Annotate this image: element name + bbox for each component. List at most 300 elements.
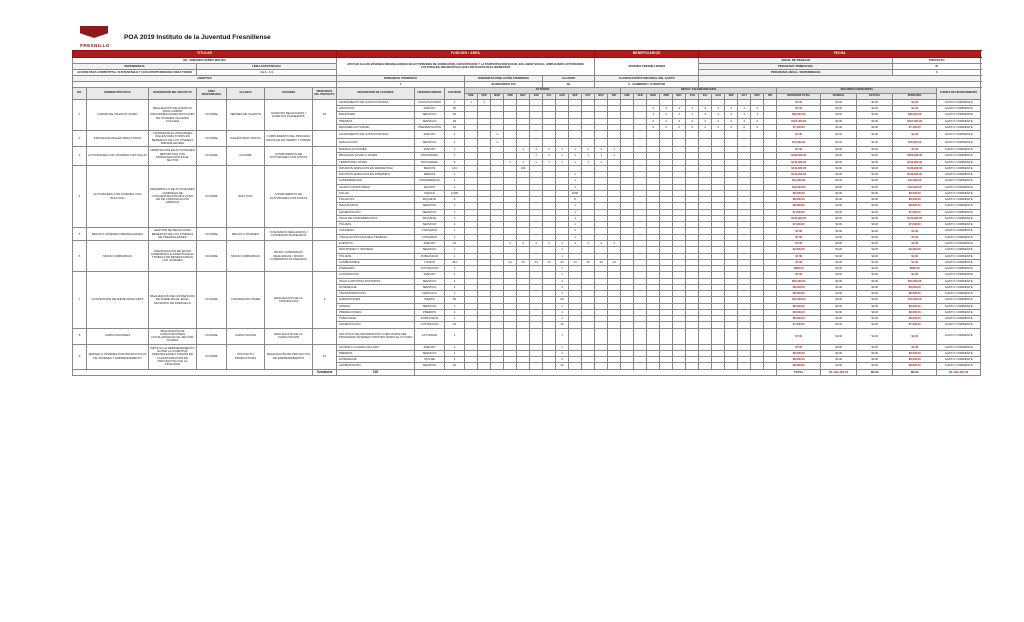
item-municipal: $8,000.00 xyxy=(893,203,937,209)
item-act-0 xyxy=(465,139,478,147)
item-municipal: $7,000.00 xyxy=(893,322,937,328)
row-descripcion: DESARROLLO DE ACTIVIDADES CAMPAÑAS DE CONCIENTIZACIÓN BULLYING EN DE COMUNICACIÓN ARRAIGO xyxy=(149,165,197,228)
item-fuente: GASTO CORRIENTE xyxy=(937,178,981,184)
row-proyecto: UNIDAD DE TALENTO JOVEN xyxy=(87,99,149,130)
document-header xyxy=(72,26,271,48)
sumatoria-label: Sumatoria xyxy=(313,369,337,376)
item-meta-8: 2 xyxy=(725,124,738,130)
row-alcance: CAPACITACIÓN xyxy=(227,328,265,344)
item-meta-10: 4 xyxy=(751,112,764,118)
item-meta-9: 4 xyxy=(738,118,751,124)
item-inversion: $8,000.00 xyxy=(777,363,821,369)
item-municipal: $14,000.00 xyxy=(893,178,937,184)
item-meta-8: 4 xyxy=(725,106,738,112)
item-inversion: $8,000.00 xyxy=(777,291,821,297)
item-cantidad: 1 xyxy=(445,328,465,344)
item-municipal: $140,000.00 xyxy=(893,215,937,221)
item-estatal: $0.00 xyxy=(857,272,893,278)
item-act-0 xyxy=(465,328,478,344)
item-estatal: $0.00 xyxy=(857,165,893,171)
item-cantidad: 1 xyxy=(445,344,465,350)
linea-header: LÍNEA ESTRATÉGICA xyxy=(197,63,337,69)
item-inversion: $7.00 xyxy=(777,272,821,278)
item-estatal: $0.00 xyxy=(857,124,893,130)
item-act-5: 4 xyxy=(530,241,543,247)
item-unidad: SERVICIO xyxy=(415,303,445,309)
item-unidad: SERVICIO xyxy=(415,203,445,209)
item-federal: $0.00 xyxy=(821,266,857,272)
item-act-10: 44 xyxy=(595,259,608,265)
item-fuente: GASTO CORRIENTE xyxy=(937,259,981,265)
fecha-label-0: ANUAL DE TRABAJO xyxy=(699,57,893,63)
item-act-5: 44 xyxy=(530,259,543,265)
item-federal: $0.00 xyxy=(821,278,857,284)
crest-shape xyxy=(80,26,108,38)
demandas-poblacion-value: BLINDANDOS 100 xyxy=(465,82,543,88)
item-descripcion: DIFUSIÓN (ESPACIOS EN MARKETING) xyxy=(337,165,415,171)
row-no: 5 xyxy=(73,228,87,241)
item-fuente: GASTO CORRIENTE xyxy=(937,131,981,139)
item-meta-4 xyxy=(673,131,686,139)
item-act-8: 1 xyxy=(569,147,582,153)
item-inversion: $800.00 xyxy=(777,266,821,272)
row-propuesta: 10 xyxy=(313,344,337,369)
item-inversion: $7.00 xyxy=(777,99,821,105)
item-act-7: 1 xyxy=(556,344,569,350)
total-municipal: $1,190,405.00 xyxy=(937,369,981,376)
item-federal: $0.00 xyxy=(821,139,857,147)
col-mes-act-8: SEP xyxy=(569,94,582,100)
item-estatal: $0.00 xyxy=(857,328,893,344)
item-act-10 xyxy=(595,328,608,344)
col-mes-meta-7: AGO xyxy=(712,94,725,100)
item-meta-11 xyxy=(764,139,777,147)
item-meta-5 xyxy=(686,131,699,139)
item-act-8: 1 xyxy=(569,159,582,165)
item-federal: $0.00 xyxy=(821,228,857,234)
item-act-7: 4 xyxy=(556,357,569,363)
item-unidad: EVENTO xyxy=(415,344,445,350)
item-act-3: 4 xyxy=(504,241,517,247)
colgroup-metas: METAS / CALENDARIZACIÓN xyxy=(621,88,777,94)
item-fuente: GASTO CORRIENTE xyxy=(937,291,981,297)
col-nombre-proyecto: NOMBRE PROYECTO xyxy=(87,88,149,100)
item-fuente: GASTO CORRIENTE xyxy=(937,266,981,272)
item-inversion: $7,000.00 xyxy=(777,222,821,228)
item-municipal: $800.00 xyxy=(893,266,937,272)
item-inversion: $50,000.00 xyxy=(777,278,821,284)
row-acciones: MICRO COMPARSAS REALIZADAS / MICRO COMPARSAS PLANEADAS xyxy=(265,241,313,272)
item-cantidad: 7 xyxy=(445,153,465,159)
item-unidad: SERVICIO xyxy=(415,112,445,118)
item-inversion: $7.00 xyxy=(777,241,821,247)
item-meta-8 xyxy=(725,131,738,139)
item-meta-0 xyxy=(621,328,634,344)
item-municipal: $1.00 xyxy=(893,259,937,265)
item-estatal: $0.00 xyxy=(857,316,893,322)
item-meta-7: 4 xyxy=(712,118,725,124)
item-unidad: EVENTO xyxy=(415,131,445,139)
item-meta-7: 4 xyxy=(712,106,725,112)
item-inversion: $7,000.00 xyxy=(777,322,821,328)
col-mes-meta-4: MAY xyxy=(673,94,686,100)
item-descripcion: VINCULACIÓN ESCUELA-TRABAJO xyxy=(337,234,415,240)
item-inversion: $7.00 xyxy=(777,228,821,234)
row-acciones: REALIZACIÓN DE LA CAPACITACIÓN xyxy=(265,328,313,344)
item-meta-6: 2 xyxy=(699,124,712,130)
band-funcion: FUNCIÓN / ÁREA xyxy=(337,51,595,58)
row-alcance: INJUFRE xyxy=(227,147,265,166)
item-act-10 xyxy=(595,131,608,139)
item-cantidad: 60 xyxy=(445,297,465,303)
item-meta-2: 4 xyxy=(647,106,660,112)
item-estatal: $0.00 xyxy=(857,284,893,290)
item-estatal: $0.00 xyxy=(857,266,893,272)
item-act-7 xyxy=(556,139,569,147)
item-act-4: 1 xyxy=(517,159,530,165)
item-descripcion: FOLLETOS xyxy=(337,197,415,203)
item-act-4: 4 xyxy=(517,241,530,247)
item-federal: $0.00 xyxy=(821,172,857,178)
row-descripcion: ORGANIZACIÓN DE MICRO COMPARSAS E INCENTIVAR EL TRABAJO DE BENEFICIARIAS LOS JÓVENES xyxy=(149,241,197,272)
item-estatal: $0.00 xyxy=(857,363,893,369)
item-estatal: $0.00 xyxy=(857,253,893,259)
item-act-2: 1 xyxy=(491,139,504,147)
row-no: 6 xyxy=(73,241,87,272)
item-cantidad: 1 xyxy=(445,350,465,356)
item-fuente: GASTO CORRIENTE xyxy=(937,234,981,240)
item-fuente: GASTO CORRIENTE xyxy=(937,278,981,284)
col-mes-act-0: ENE xyxy=(465,94,478,100)
item-inversion: $7,400.00 xyxy=(777,124,821,130)
total-federal: $0.00 xyxy=(857,369,893,376)
item-act-3 xyxy=(504,328,517,344)
item-act-7: 16 xyxy=(556,363,569,369)
item-act-6: 1 xyxy=(543,147,556,153)
item-municipal: $8,000.00 xyxy=(893,357,937,363)
item-act-8: 1 xyxy=(569,209,582,215)
item-estatal: $0.00 xyxy=(857,228,893,234)
item-act-3: 1 xyxy=(504,159,517,165)
item-unidad: SERVICIO xyxy=(415,222,445,228)
col-mes-meta-6: JUL xyxy=(699,94,712,100)
row-acciones: EVENTOS REALIZADOS / EVENTOS PLANEADOS xyxy=(265,99,313,130)
item-act-4: 1 xyxy=(517,147,530,153)
item-estatal: $0.00 xyxy=(857,178,893,184)
item-descripcion: LANZAMIENTO DE CONVOCATORIA xyxy=(337,99,415,105)
item-inversion: $8,000.00 xyxy=(777,190,821,196)
row-descripcion: REALIZACIÓN DE CONVENCIÓN DE ANIME ANUAL EN EL MUNICIPIO DE FRESNILLO xyxy=(149,272,197,328)
item-act-1 xyxy=(478,328,491,344)
item-municipal: $1.00 xyxy=(893,328,937,344)
item-act-8 xyxy=(569,139,582,147)
fecha-value-1: III xyxy=(893,63,981,69)
item-cantidad: 1 xyxy=(445,222,465,228)
row-no: 9 xyxy=(73,344,87,369)
item-federal: $0.00 xyxy=(821,350,857,356)
item-unidad: EVENTO xyxy=(415,106,445,112)
item-inversion: $460,000.00 xyxy=(777,153,821,159)
row-propuesta xyxy=(313,131,337,147)
item-municipal: $10,000.00 xyxy=(893,297,937,303)
item-inversion: $8,000.00 xyxy=(777,203,821,209)
item-inversion: $70,000.00 xyxy=(777,139,821,147)
item-descripcion: HOSPEDAJE xyxy=(337,357,415,363)
item-descripcion: ALIMENTACIÓN xyxy=(337,363,415,369)
item-unidad: PAQUETE xyxy=(415,215,445,221)
item-fuente: GASTO CORRIENTE xyxy=(937,350,981,356)
item-descripcion: LANZAMIENTO DE CONVOCATORIA xyxy=(337,131,415,139)
row-propuesta xyxy=(313,228,337,241)
item-unidad: EQUIPO xyxy=(415,184,445,190)
item-act-1 xyxy=(478,131,491,139)
item-descripcion: HABITACIONES xyxy=(337,297,415,303)
item-act-4 xyxy=(517,328,530,344)
item-meta-3 xyxy=(660,131,673,139)
item-federal: $0.00 xyxy=(821,99,857,105)
item-act-5 xyxy=(530,131,543,139)
item-unidad: PIEZAS xyxy=(415,297,445,303)
item-federal: $0.00 xyxy=(821,124,857,130)
row-alcance: PROYECTO PRODUCTIVOS xyxy=(227,344,265,369)
item-unidad: EVENTO xyxy=(415,272,445,278)
item-federal: $0.00 xyxy=(821,344,857,350)
item-cantidad: 1 xyxy=(445,172,465,178)
item-estatal: $0.00 xyxy=(857,159,893,165)
item-federal: $0.00 xyxy=(821,284,857,290)
item-fuente: GASTO CORRIENTE xyxy=(937,209,981,215)
item-estatal: $0.00 xyxy=(857,303,893,309)
item-fuente: GASTO CORRIENTE xyxy=(937,316,981,322)
demandas-poblacion-header: DEMANDAS POBLACIÓN ATENDIDOS xyxy=(465,75,543,81)
row-proyecto: BECAS A JÓVENES FRESNILLENSES xyxy=(87,228,149,241)
item-municipal: $8,000.00 xyxy=(893,363,937,369)
item-municipal: $140,000.00 xyxy=(893,172,937,178)
row-area: INJUFRE xyxy=(197,272,227,328)
col-mes-act-4: MAY xyxy=(517,94,530,100)
item-act-8: 1 xyxy=(569,203,582,209)
item-municipal: $1.00 xyxy=(893,106,937,112)
item-descripcion: BRIGADAS JOVEN A JOVEN xyxy=(337,153,415,159)
item-inversion: $7.00 xyxy=(777,344,821,350)
item-act-9: 1 xyxy=(582,147,595,153)
item-cantidad: 20 xyxy=(445,106,465,112)
item-descripcion: DIFUSIÓN (ESPACIOS EN INTERNET) xyxy=(337,172,415,178)
item-federal: $0.00 xyxy=(821,112,857,118)
item-cantidad: 4 xyxy=(445,357,465,363)
item-municipal: $7,000.00 xyxy=(893,209,937,215)
item-federal: $0.00 xyxy=(821,309,857,315)
item-act-8: 1 xyxy=(569,234,582,240)
item-meta-0 xyxy=(621,139,634,147)
item-fuente: GASTO CORRIENTE xyxy=(937,222,981,228)
row-acciones: CUMPLIMIENTO DEL PROCESO ESCOLAR EN TIEMPO Y FORMA xyxy=(265,131,313,147)
item-unidad: VEHÍCULO xyxy=(415,291,445,297)
item-cantidad: 1 xyxy=(445,203,465,209)
item-inversion: $7.00 xyxy=(777,131,821,139)
item-fuente: GASTO CORRIENTE xyxy=(937,203,981,209)
item-unidad: COTIZACIÓN xyxy=(415,322,445,328)
item-federal: $0.00 xyxy=(821,159,857,165)
item-unidad: CONVOCATORIA xyxy=(415,99,445,105)
item-federal: $0.00 xyxy=(821,131,857,139)
item-fuente: GASTO CORRIENTE xyxy=(937,172,981,178)
colgroup-recursos: RECURSOS FINANCIEROS xyxy=(777,88,937,94)
item-inversion: $140,000.00 xyxy=(777,215,821,221)
item-municipal: $8,000.00 xyxy=(893,309,937,315)
item-meta-7 xyxy=(712,139,725,147)
item-meta-7 xyxy=(712,131,725,139)
item-cantidad: 1 xyxy=(445,234,465,240)
item-municipal: $8,000.00 xyxy=(893,316,937,322)
item-act-1: 1 xyxy=(478,99,491,105)
item-act-7: 1 xyxy=(556,303,569,309)
item-act-0 xyxy=(465,131,478,139)
col-propuesta: PROPUESTA DEL PROYECTO xyxy=(313,88,337,100)
item-meta-6: 4 xyxy=(699,118,712,124)
footer-spacer-left xyxy=(73,369,313,376)
item-inversion: $7,000.00 xyxy=(777,209,821,215)
band-fecha: FECHA xyxy=(699,51,981,58)
row-propuesta: 4 xyxy=(313,272,337,328)
row-proyecto: CONVENCIÓN DE ANIME ANIMA FEST xyxy=(87,272,149,328)
item-federal: $0.00 xyxy=(821,165,857,171)
item-act-3 xyxy=(504,139,517,147)
item-act-8: 1 xyxy=(569,153,582,159)
item-meta-6 xyxy=(699,139,712,147)
item-act-9 xyxy=(582,131,595,139)
item-descripcion: PUBLICIDAD xyxy=(337,316,415,322)
col-mes-act-9: OCT xyxy=(582,94,595,100)
item-cantidad: 1 xyxy=(445,228,465,234)
item-act-6: 44 xyxy=(543,259,556,265)
item-meta-1 xyxy=(634,139,647,147)
item-unidad: SERVICIO xyxy=(415,278,445,284)
item-estatal: $0.00 xyxy=(857,99,893,105)
dependencia-value: ACCIÓN PARA COMPETITIVA, SUSTENTABLE Y CON OPORTUNIDADES PARA TODOS xyxy=(73,69,197,75)
fresnillo-logo-icon xyxy=(72,26,118,48)
item-unidad: CONVENIO xyxy=(415,234,445,240)
item-federal: $0.00 xyxy=(821,184,857,190)
beneficiarios-value: JÓVENES FRESNILLENSES xyxy=(595,57,699,75)
item-municipal: $1.00 xyxy=(893,253,937,259)
item-cantidad: 1 xyxy=(445,266,465,272)
item-fuente: GASTO CORRIENTE xyxy=(937,344,981,350)
item-cantidad: 20 xyxy=(445,118,465,124)
item-estatal: $0.00 xyxy=(857,234,893,240)
row-propuesta: 20 xyxy=(313,99,337,130)
poa-table-body xyxy=(73,51,981,376)
item-unidad: PUBLICIDAD xyxy=(415,316,445,322)
col-mes-act-10: NOV xyxy=(595,94,608,100)
item-meta-6 xyxy=(699,131,712,139)
row-area: INJUFRE xyxy=(197,99,227,130)
total-estatal: $0.00 xyxy=(893,369,937,376)
item-descripcion: HOSPEDAJE xyxy=(337,284,415,290)
item-fuente: GASTO CORRIENTE xyxy=(937,363,981,369)
item-meta-4: 4 xyxy=(673,112,686,118)
item-cantidad: 1 xyxy=(445,209,465,215)
linea-value: 4.1.1.- 4.4 xyxy=(197,69,337,75)
item-federal: $0.00 xyxy=(821,272,857,278)
item-meta-3 xyxy=(660,139,673,147)
item-cantidad: 6 xyxy=(445,159,465,165)
col-mes-meta-9: OCT xyxy=(738,94,751,100)
item-inversion: $8,000.00 xyxy=(777,309,821,315)
item-fuente: GASTO CORRIENTE xyxy=(937,328,981,344)
row-area: INJUFRE xyxy=(197,165,227,228)
item-cantidad: 16 xyxy=(445,322,465,328)
item-act-1 xyxy=(478,139,491,147)
item-unidad: PAQUETE xyxy=(415,197,445,203)
item-descripcion: SONIDO xyxy=(337,303,415,309)
item-cantidad: 444 xyxy=(445,259,465,265)
item-meta-4 xyxy=(673,328,686,344)
alcance-value: NL xyxy=(543,82,595,88)
row-proyecto: ACTIVIDADES CON JÓVENES CON SALUD xyxy=(87,147,149,166)
item-descripcion: PREMIACIONES xyxy=(337,309,415,315)
item-estatal: $0.00 xyxy=(857,222,893,228)
item-descripcion: PÓLIZAS xyxy=(337,253,415,259)
item-federal: $0.00 xyxy=(821,357,857,363)
item-act-8: 1 xyxy=(569,172,582,178)
item-meta-11 xyxy=(764,131,777,139)
item-act-7: 1 xyxy=(556,253,569,259)
sumatoria-value: 100 xyxy=(337,369,415,376)
item-cantidad: 10 xyxy=(445,124,465,130)
item-unidad: SERVICIO xyxy=(415,209,445,215)
item-fuente: GASTO CORRIENTE xyxy=(937,247,981,253)
item-unidad: SERVICIO xyxy=(415,350,445,356)
item-inversion: $7.00 xyxy=(777,253,821,259)
item-municipal: $140,000.00 xyxy=(893,159,937,165)
item-act-11: 4 xyxy=(608,241,621,247)
row-no: 1 xyxy=(73,99,87,130)
item-cantidad: 1 xyxy=(445,184,465,190)
item-federal: $0.00 xyxy=(821,322,857,328)
item-estatal: $0.00 xyxy=(857,309,893,315)
alcance-header: ALCANCE xyxy=(543,75,595,81)
item-act-5 xyxy=(530,328,543,344)
item-federal: $0.00 xyxy=(821,209,857,215)
item-act-8: 8 xyxy=(569,197,582,203)
row-propuesta xyxy=(313,147,337,166)
item-estatal: $0.00 xyxy=(857,106,893,112)
item-federal: $0.00 xyxy=(821,203,857,209)
col-estatal: ESTATAL xyxy=(857,94,893,100)
item-fuente: GASTO CORRIENTE xyxy=(937,147,981,153)
row-alcance: CONVENCIÓN ANIME xyxy=(227,272,265,328)
item-meta-8: 4 xyxy=(725,118,738,124)
item-act-8: 44 xyxy=(569,259,582,265)
item-fuente: GASTO CORRIENTE xyxy=(937,190,981,196)
item-act-8: 3000 xyxy=(569,190,582,196)
item-federal: $0.00 xyxy=(821,291,857,297)
item-fuente: GASTO CORRIENTE xyxy=(937,272,981,278)
item-municipal: $7,000.00 xyxy=(893,222,937,228)
item-meta-2: 4 xyxy=(647,118,660,124)
item-municipal: $1.00 xyxy=(893,147,937,153)
item-act-6 xyxy=(543,131,556,139)
item-cantidad: 4 xyxy=(445,278,465,284)
item-unidad: SERVICIO xyxy=(415,139,445,147)
item-unidad: NOCHE xyxy=(415,357,445,363)
item-estatal: $0.00 xyxy=(857,203,893,209)
item-meta-3: 2 xyxy=(660,124,673,130)
item-descripcion: MONITOREO Y SISTEMA xyxy=(337,247,415,253)
row-area: INJUFRE xyxy=(197,147,227,166)
item-act-9: 1 xyxy=(582,159,595,165)
